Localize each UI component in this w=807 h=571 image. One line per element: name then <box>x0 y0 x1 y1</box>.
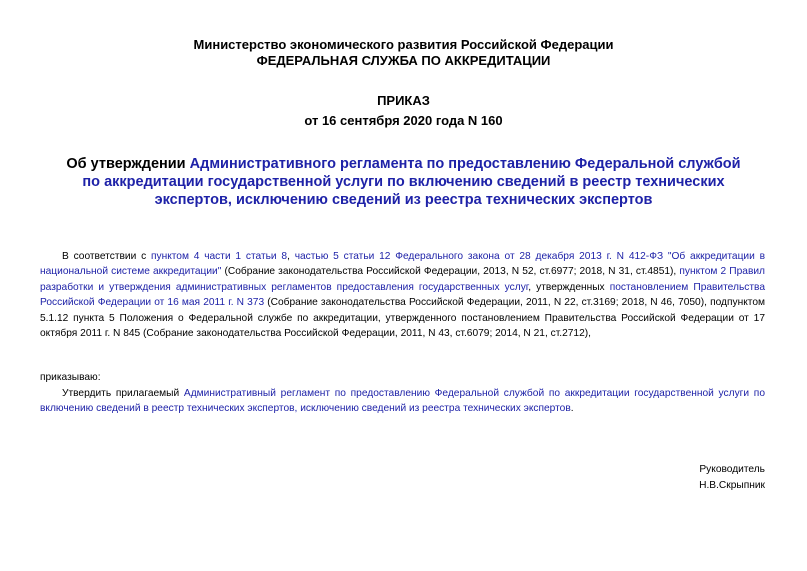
preamble-text-3: (Собрание законодательства Российской Федерации, 2013, N 52, ст.6977; 2018, N 31, ст.4851), <box>221 266 680 278</box>
signature-position: Руководитель <box>699 464 765 475</box>
preamble-text-1: В соответствии с <box>62 251 151 262</box>
preamble-text-5: (Собрание законодательства Российской Федерации, 2011, N 22, ст.3169; 2018, N 46, 7050), подпунктом 5.1.12 пункта 5 Положения о Федеральной службе по аккредитации, утвержденного постановлением Правительства Российской Федерации от 17 октября 2011 г. N 845 (Собрание законодательства Российской Федерации, 2011, N 43, ст.6079; 2014, N 21, ст.2712), <box>40 297 765 340</box>
title-regulation-link[interactable]: Административного регламента по предоставлению Федеральной службой по аккредитации государственной услуги по включению сведений в реестр технических экспертов, исключению сведений из реестра технических экспертов <box>82 156 741 208</box>
resolution-373-link[interactable]: постановлением Правительства Российской Федерации от 16 мая 2011 г. N 373 <box>40 281 765 309</box>
rules-point-2-link[interactable]: пунктом 2 Правил разработки и утверждения административных регламентов предоставления государственных услуг <box>40 266 765 293</box>
document-title <box>60 155 747 209</box>
preamble-text-2: , <box>287 251 295 262</box>
law-412fz-link[interactable]: частью 5 статьи 12 Федерального закона от 28 декабря 2013 г. N 412-ФЗ "Об аккредитации в национальной системе аккредитации" <box>40 251 765 278</box>
approval-text-1: Утвердить прилагаемый <box>62 388 184 399</box>
service-heading: ФЕДЕРАЛЬНАЯ СЛУЖБА ПО АККРЕДИТАЦИИ <box>256 53 551 68</box>
signature-name: Н.В.Скрыпник <box>699 480 765 491</box>
approval-text-2: . <box>570 403 574 415</box>
preamble-text-4: , утвержденных <box>528 281 610 293</box>
date-number-heading: от 16 сентября 2020 года N 160 <box>304 113 503 128</box>
approved-regulation-link[interactable]: Административный регламент по предоставлению Федеральной службой по аккредитации государственной услуги по включению сведений в реестр технических экспертов, исключению сведений из реестра технических экспертов <box>40 388 765 415</box>
ministry-heading: Министерство экономического развития Российской Федерации <box>193 37 614 52</box>
law-article-8-link[interactable]: пунктом 4 части 1 статьи 8 <box>150 251 288 262</box>
doc-type-heading: ПРИКАЗ <box>377 93 430 108</box>
order-word: приказываю: <box>40 372 101 383</box>
approval-paragraph <box>40 386 765 417</box>
preamble-paragraph <box>40 249 765 341</box>
title-prefix: Об утверждении <box>66 156 190 172</box>
